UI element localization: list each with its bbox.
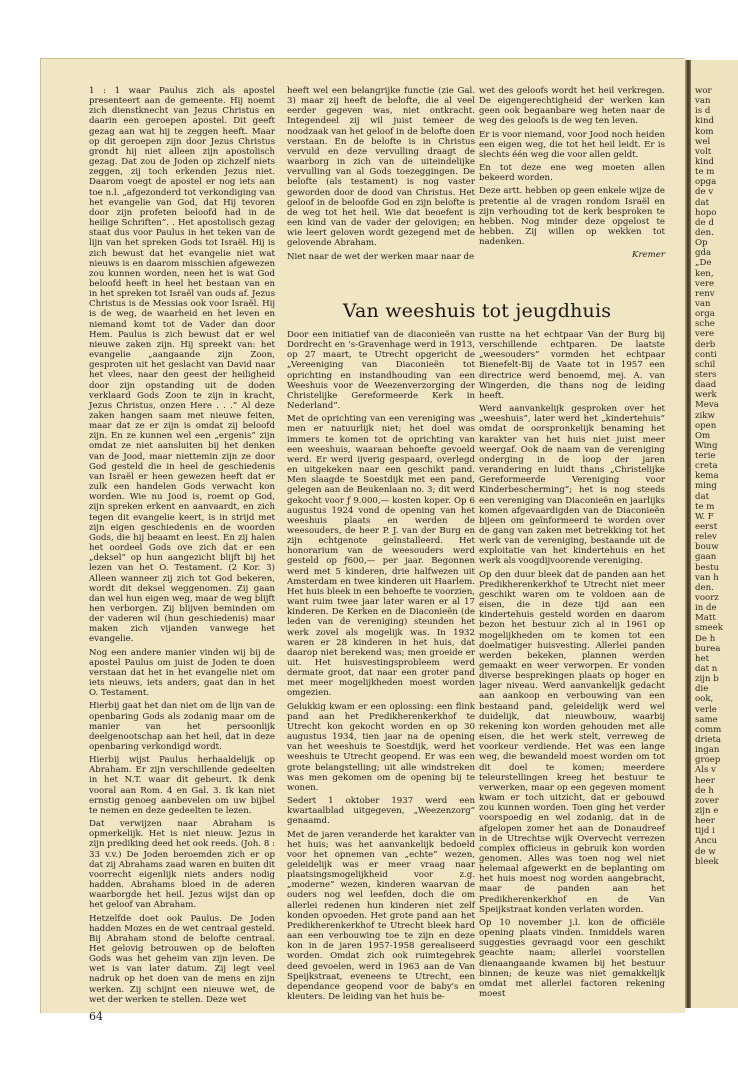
edge-fragment: de w — [695, 846, 716, 857]
edge-fragment: Om — [695, 430, 711, 441]
edge-fragment: creta — [695, 461, 718, 472]
edge-fragment: zijn b — [695, 674, 719, 685]
edge-fragment: den. — [695, 582, 714, 593]
edge-fragment: ook, — [695, 694, 714, 705]
edge-fragment: van — [695, 298, 711, 309]
edge-fragment: werk — [695, 390, 717, 401]
edge-fragment: opga — [695, 177, 717, 188]
edge-fragment: groep — [695, 755, 721, 766]
edge-fragment: renv — [695, 288, 715, 299]
column-1 — [89, 86, 275, 1005]
edge-fragment: orga — [695, 309, 715, 320]
edge-fragment: dat n — [695, 664, 718, 675]
edge-fragment: ingan — [695, 745, 720, 756]
article-title: Van weeshuis tot jeugdhuis — [342, 300, 612, 322]
edge-fragment: Wing — [695, 440, 718, 451]
edge-fragment: te m — [695, 167, 715, 178]
paragraph: 1 : 1 waar Paulus zich als apostel presenteert aan de gemeente. Hij noemt zich dienstknecht van Jezus Christus en daarin een geroepen apostel. Dit geeft gezag aan wat hij te zeggen heeft. Maar op dit geroepen zijn door Jezus Christus grondt hij niet alleen zijn apostolisch gezag. Dat zou de Joden op zichzelf niets zeggen, zij toch erkenden Jezus niet. Daarom voegt de apostel er nog iets aan toe n.l. „afgezonderd tot verkondiging van het evangelie van God, dat Hij tevoren door zijn profeten beloofd had in de heilige Schriften”. . Het apostolisch gezag staat dus voor Paulus in het teken van de lijn van het spreken Gods tot Israël. Hij is zich bewust dat het evangelie niet wat nieuws is en daarom misschien afgewezen zou kunnen worden, neen het is wat God beloofd heeft in heel het bestaan van en in het spreken tot Israël van ouds af. Jezus Christus is de Messias ook voor Israël. Hij is de weg, de waarheid en het leven en niemand komt tot de Vader dan door Hem. Paulus is zich bewust dat er wel nieuwe zaken zijn. Hij spreekt van: het evangelie „aangaande zijn Zoon, gesproten uit het geslacht van David naar het vlees, naar den geest der heiligheid door zijn opstanding uit de doden verklaard Gods Zoon te zijn in kracht, Jezus Christus, onzen Here . . .” Al deze zaken hangen saam met nieuwe feiten, maar dat ze er zijn is omdat zij beloofd zijn. En ze kunnen wel een „ergenis” zijn omdat ze niet aansluiten bij het denken van de Jood, maar niettemin zijn ze door God gesteld die in heel de geschiedenis van Israël er heen gewezen heeft dat er zulk een handelen Gods verwacht kon worden. Wie nu Jood is, roemt op God, zijn spreken erkent en aanvaardt, en zich tegen dit evangelie keert, is in strijd met zijn eigen geschiedenis en de woorden Gods, die hij beaamt en leest. En zij halen het oordeel Gods ove zich dat er een „deksel” op hun aangezicht blijft bij het lezen van het O. Testament. (2 Kor. 3) Alleen wanneer zij zich tot God bekeren, wordt dit deksel weggenomen. Zij gaan dan wel hun eigen weg, maar de weg blijft hen verborgen. Zij blijven beminden om der vaderen wil (hun geschiedenis) maar maken zich vijanden vanwege het evangelie. — [89, 86, 275, 645]
edge-fragment: volt — [695, 146, 712, 157]
paragraph: Niet naar de wet der werken maar naar de — [287, 251, 475, 262]
edge-fragment: Meva — [695, 400, 719, 411]
edge-fragment: Matt — [695, 613, 716, 624]
edge-fragment: Op — [695, 238, 708, 249]
edge-fragment: te m — [695, 501, 715, 512]
edge-fragment: zijn e — [695, 805, 719, 816]
edge-fragment: de d — [695, 217, 714, 228]
edge-fragment: de h — [695, 785, 714, 796]
edge-fragment: schil — [695, 359, 716, 370]
edge-fragment: same — [695, 714, 718, 725]
edge-fragment: dat — [695, 197, 710, 208]
paragraph: Deze artt. hebben op geen enkele wijze de pretentie al de vragen rondom Israël en zijn verhouding tot de kerk besproken te hebben. Nog minder deze opgelost te hebben. Zij willen op wekken tot nadenken. — [479, 186, 665, 248]
edge-fragment: voorz — [695, 593, 719, 604]
edge-fragment: drieta — [695, 735, 722, 745]
edge-fragment: De h — [695, 633, 716, 644]
article-column-left — [287, 330, 475, 1002]
edge-fragment: zikw — [695, 410, 715, 421]
paragraph: Door een initiatief van de diaconieën van Dordrecht en 's-Gravenhage werd in 1913, op 27 maart, te Utrecht opgericht de „Vereeniging van Diaconieën tot oprichting en instandhouding van een Weeshuis voor de Weezenverzorging der Christelijke Gereformeerde Kerk in Nederland”. — [287, 330, 475, 412]
edge-fragment: die — [695, 684, 709, 695]
edge-fragment: wor — [695, 86, 712, 96]
edge-fragment: kind — [695, 156, 714, 167]
edge-fragment: conti — [695, 349, 717, 360]
edge-fragment: smeek — [695, 623, 723, 634]
paragraph: Hetzelfde doet ook Paulus. De Joden hadden Mozes en de wet centraal gesteld. Bij Abraham stond de belofte centraal. Het gelovig betrouwen op de beloften Gods was het geheim van zijn leven. De wet is van later datum. Zij legt veel nadruk op het doen van de mens en zijn werken. Zij schijnt een nieuwe wet, de wet der werken te stellen. Deze wet — [89, 913, 275, 1005]
edge-fragment: het — [695, 653, 710, 664]
edge-fragment: verle — [695, 704, 717, 715]
edge-fragment: ming — [695, 481, 717, 492]
edge-fragment: gda — [695, 248, 712, 259]
edge-fragment: daad — [695, 380, 717, 391]
edge-fragment: „De — [695, 258, 712, 269]
adjacent-page-text — [691, 60, 738, 867]
paragraph: Werd aanvankelijk gesproken over het „weeshuis”, later werd het „kindertehuis” omdat de oorspronkelijk benaming het karakter van het huis niet juist meer weergaf. Ook de naam van de vereniging onderging in de loop der jaren verandering en luidt thans „Christelijke Gereformeerde Vereniging voor Kinderbescherming”; het is nog steeds een vereniging van Diaconieën en jaarlijks komen afgevaardigden van de Diaconieën bijeen om geïnformeerd te worden over de gang van zaken met betrekking tot het werk van de vereniging, bestaande uit de exploitatie van het kindertehuis en het werk als voogdijvoorende vereniging. — [479, 404, 665, 567]
article-column-right — [479, 330, 665, 999]
edge-fragment: de v — [695, 187, 714, 198]
edge-fragment: sters — [695, 369, 717, 380]
edge-fragment: ken, — [695, 268, 714, 279]
page-number: 64 — [89, 1010, 103, 1023]
edge-fragment: bleek — [695, 856, 719, 867]
edge-fragment: tijd i — [695, 826, 715, 837]
edge-fragment: derb — [695, 339, 716, 350]
edge-fragment: vere — [695, 278, 715, 289]
edge-fragment: sche — [695, 319, 715, 330]
edge-fragment: kom — [695, 126, 714, 137]
paragraph: Met de oprichting van een vereniging was men er natuurlijk niet; het doel was immers te komen tot de oprichting van een weeshuis, waaraan behoefte gevoeld werd. Er werd ijverig gespaard, overlegd en uitgekeken naar een geschikt pand. Men slaagde te Soestdijk met een pand, gelegen aan de Beukenlaan no. 3; dit werd gekocht voor ƒ 9.000,— kosten koper. Op 6 augustus 1924 vond de opening van het weeshuis plaats en werden de weesouders, de heer P. J. van der Burg en zijn echtgenote geïnstalleerd. Het honorarium van de weesouders werd gesteld op ƒ600,— per jaar. Begonnen werd met 5 kinderen, drie halfwezen uit Amsterdam en twee kinderen uit Haarlem. Het huis bleek in een behoefte te voorzien, want ruim twee jaar later waren er al 17 kinderen. De Kerken en de Diaconieën (de leden van de vereniging) steunden het werk zovel als mogelijk was. In 1932 waren er 28 kinderen in het huis, dat daarop niet berekend was; men groeide er uit. Het huisvestingsprobleem werd dermate groot, dat naar een groter pand met meer mogelijkheden moest worden omgezien. — [287, 414, 475, 699]
edge-fragment: gaan — [695, 552, 717, 563]
edge-fragment: bouw — [695, 542, 719, 553]
edge-fragment: in de — [695, 603, 717, 614]
edge-fragment: heer — [695, 775, 715, 786]
edge-fragment: van h — [695, 572, 719, 583]
paragraph: rustte na het echtpaar Van der Burg bij verschillende echtparen. De laatste „weesouders” vormden het echtpaar Bienefelt-Bij de Vaate tot in 1957 een directrice werd benoemd, mej. A. van Wingerden, die thans nog de leiding heeft. — [479, 330, 665, 401]
paragraph: Hierbij wijst Paulus herhaaldelijk op Abraham. Er zijn verschillende gedeelten in het N.T. waar dit gebeurt. Ik denk vooral aan Rom. 4 en Gal. 3. Ik kan niet ernstig genoeg aanbevelen om uw bijbel te nemen en deze gedeelten te lezen. — [89, 755, 275, 816]
edge-fragment: open — [695, 420, 717, 431]
edge-fragment: bestu — [695, 562, 719, 573]
edge-fragment: terie — [695, 451, 716, 462]
edge-fragment: Als v — [695, 765, 716, 776]
edge-fragment: is d — [695, 106, 711, 117]
paragraph: heeft wel een belangrijke functie (zie Gal. 3) maar zij heeft de belofte, die al veel eerder gegeven was, niet ontkracht. Integendeel zij wil juist temeer de noodzaak van het geloof in de belofte doen verstaan. En de belofte is in Christus vervuld en deze vervulling draagt de waarborg in zich van de uiteindelijke vervulling van al Gods toezeggingen. De belofte (als testament) is nog vaster geworden door de dood van Christus. Het geloof in de beloofde God en zijn belofte is de weg tot het heil. Wie dat beoefent is een kind van de vader der gelovigen; en wie leert geloven wordt gezegend met de gelovende Abraham. — [287, 86, 475, 249]
edge-fragment: vere — [695, 329, 715, 340]
edge-fragment: comm — [695, 724, 722, 735]
column-2-top — [287, 86, 475, 276]
edge-fragment: wel — [695, 136, 711, 147]
paragraph: Op 10 november j.l. kon de officiële opening plaats vinden. Inmiddels waren suggesties gevraagd voor een geschikt geachte naam; allerlei voorstellen dienaangaande kwamen bij het bestuur binnen; de keuze was niet gemakkelijk omdat met allerlei factoren rekening moest — [479, 917, 665, 999]
paragraph: Nog een andere manier vinden wij bij de apostel Paulus om juist de Joden te doen verstaan dat het in het evangelie niet om iets nieuws, iets anders, gaat dan in het O. Testament. — [89, 647, 275, 699]
edge-fragment: heer — [695, 816, 715, 827]
paragraph: Er is voor niemand, voor Jood noch heiden een eigen weg, die tot het heil leidt. Er is slechts één weg die voor allen geldt. — [479, 129, 665, 160]
paragraph: wet des geloofs wordt het heil verkregen. De eigengerechtigheid der werken kan geen ook begaanbare weg heten naar de weg des geloofs is de weg ten leven. — [479, 86, 665, 127]
edge-fragment: dat — [695, 491, 710, 502]
paragraph: Sedert 1 oktober 1937 werd een kwartaalblad uitgegeven, „Weezenzorg” genaamd. — [287, 796, 475, 827]
edge-fragment: hopo — [695, 207, 717, 218]
edge-fragment: zover — [695, 795, 719, 806]
edge-fragment: van — [695, 96, 711, 107]
paragraph: Hierbij gaat het dan niet om de lijn van de openbaring Gods als zodanig maar om de manier van het persoonlijk deelgenootschap aan het heil, dat in deze openbaring verkondigd wordt. — [89, 701, 275, 752]
paragraph: Op den duur bleek dat de panden aan het Predikherenkerkhof te Utrecht niet meer geschikt waren om te voldoen aan de eisen, die in deze tijd aan een kindertehuis gesteld worden en daarom bezon het bestuur zich al in 1961 op mogelijkheden om te komen tot een doelmatiger huisvesting. Allerlei panden werden bekeken, plannen werden gemaakt en weer verworpen. Er vonden diverse besprekingen plaats op hoger en lager niveau. Werd aanvankelijk gedacht aan aankoop en verbouwing van een bestaand pand, geleidelijk werd wel duidelijk, dat nieuwbouw, waarbij rekening kon worden gehouden met alle eisen, die het werk stelt, verreweg de voorkeur verdiende. Het was een lange weg, die bewandeld moest worden om tot dit doel te komen; meerdere teleurstellingen kreeg het bestuur te verwerken, maar op een gegeven moment kwam er toch uitzicht, dat er gebouwd zou kunnen worden. Toen ging het verder voorspoedig en wel zodanig, dat in de afgelopen zomer het aan de Donaudreef in de Utrechtse wijk Overvecht verrezen complex officieus in gebruik kon worden genomen. Alles was toen nog wel niet helemaal afgewerkt en de beplanting om het huis moest nog worden aangebracht, maar de panden aan het Predikherenkerkhof en de Van Speijkstraat konden verlaten worden. — [479, 569, 665, 915]
author-signature: Kremer — [632, 250, 665, 261]
edge-fragment: kema — [695, 471, 719, 482]
edge-fragment: kind — [695, 116, 714, 127]
adjacent-page-edge — [691, 60, 738, 1008]
edge-fragment: burea — [695, 643, 721, 654]
edge-fragment: W. F — [695, 511, 714, 522]
paragraph: En tot deze ene weg moeten allen bekeerd worden. — [479, 163, 665, 184]
edge-fragment: eerst — [695, 522, 718, 533]
column-3-top — [479, 86, 665, 276]
paragraph: Met de jaren veranderde het karakter van het huis; was het aanvankelijk bedoeld voor het opnemen van „echte” wezen, geleidelijk was er meer vraag naar plaatsingsmogelijkheid voor z.g. „moderne” wezen, kinderen waarvan de ouders nog wel leefden, doch die om allerlei redenen hun kinderen niet zelf konden opvoeden. Het grote pand aan het Predikherenkerkhof te Utrecht bleek hard aan een verbouwing toe te zijn en deze kon in de jaren 1957-1958 gerealiseerd worden. Omdat zich ook ruimtegebrek deed gevoelen, werd in 1963 aan de Van Speijkstraat, eveneens te Utrecht, een dependance geopend voor de baby's en kleuters. De leiding van het huis be- — [287, 829, 475, 1002]
edge-fragment: Ancu — [695, 836, 718, 847]
paragraph: Gelukkig kwam er een oplossing: een flink pand aan het Predikherenkerkhof te Utrecht kon gekocht worden en op 30 augustus 1934, tien jaar na de opening van het weeshuis te Soestdijk, werd het weeshuis te Utrecht geopend. Er was een grote belangstelling; uit alle windstreken was men gekomen om de opening bij te wonen. — [287, 701, 475, 793]
edge-fragment: relev — [695, 532, 717, 543]
edge-fragment: den. — [695, 227, 714, 238]
paragraph: Dat verwijzen naar Abraham is opmerkelijk. Het is niet nieuw. Jezus in zijn prediking deed het ook reeds. (Joh. 8 : 33 v.v.) De Joden beroemden zich er op dat zij Abrahams zaad waren en buiten dit voorrecht eigenlijk niets anders nodig hadden. Abrahams bloed in de aderen waarborgde het heil. Jezus wijst dan op het geloof van Abraham. — [89, 819, 275, 911]
